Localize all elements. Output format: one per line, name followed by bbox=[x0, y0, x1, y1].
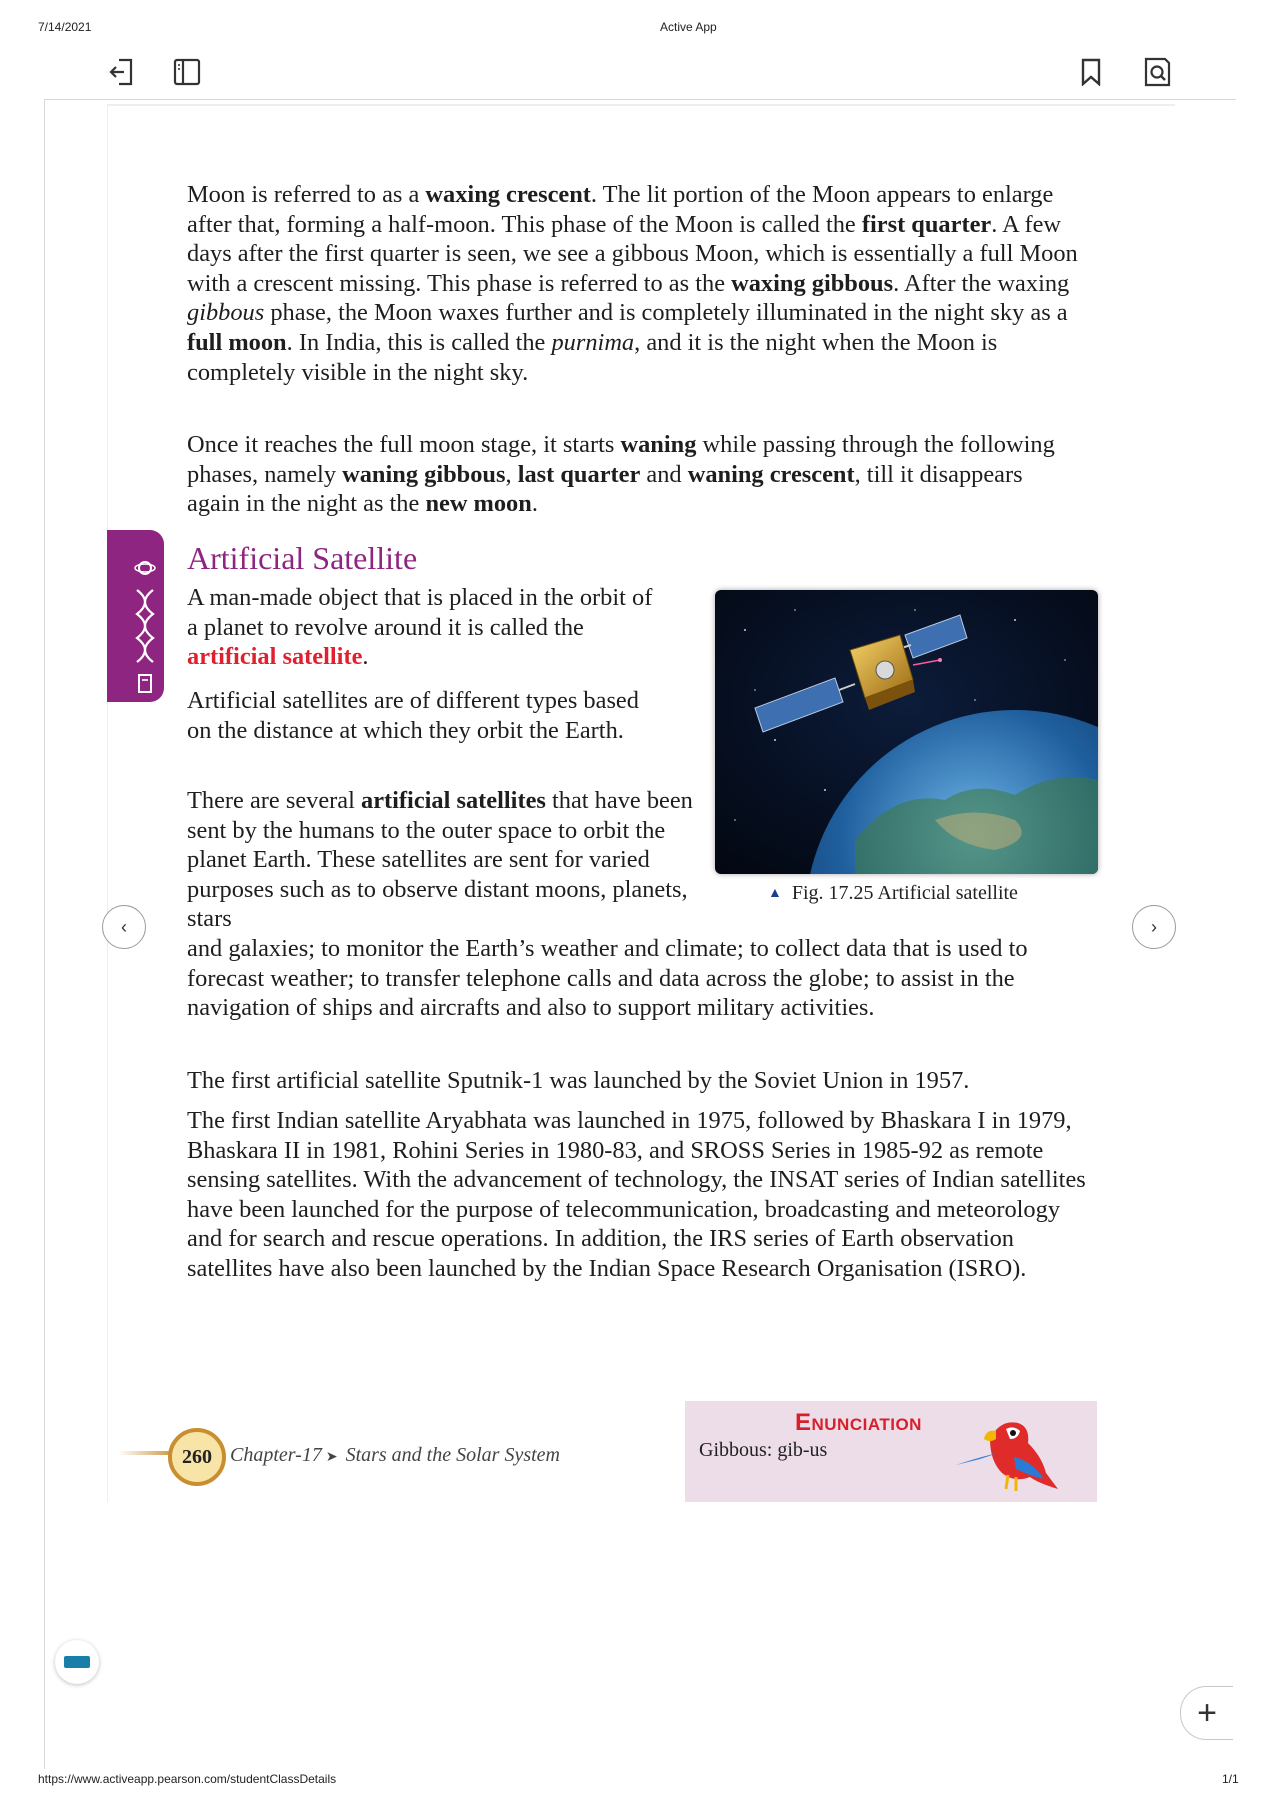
section-title: Artificial Satellite bbox=[187, 540, 418, 576]
enunciation-title: Enunciation bbox=[795, 1409, 922, 1436]
parrot-icon bbox=[950, 1409, 1060, 1497]
paragraph-indian-satellites: The first Indian satellite Aryabhata was launched in 1975, followed by Bhaskara I in 1979, Bhaskara II in 1981, Rohini Series in 1980-83, and SROSS Series in 1985-92 as remote sensing satellites. With the advancement of technology, the INSAT series of Indian satellites have been launched for the purpose of telecommunication, broadcasting and meteorology and for search and rescue operations. In addition, the IRS series of Earth observation satellites have also been launched by the Indian Space Research Organisation (ISRO). bbox=[187, 1107, 1086, 1282]
search-page-icon[interactable] bbox=[1140, 55, 1174, 89]
caption-triangle-icon: ▲ bbox=[768, 886, 782, 901]
paragraph-waning: Once it reaches the full moon stage, it starts waning while passing through the following phases, namely waning gibbous, last quarter and waning crescent, till it disappears again in the night as the new moon. bbox=[187, 431, 1055, 518]
paragraph-types: Artificial satellites are of different types based on the distance at which they orbit the Earth. bbox=[187, 687, 639, 744]
viewer-frame-top bbox=[44, 99, 1236, 100]
sidebar-toggle-icon[interactable] bbox=[170, 55, 204, 89]
page-edge-top bbox=[107, 104, 1175, 106]
print-title: Active App bbox=[660, 20, 717, 34]
science-icons bbox=[107, 530, 164, 702]
viewer-frame-left bbox=[44, 99, 45, 1769]
paragraph-definition: A man-made object that is placed in the orbit of a planet to revolve around it is called the artificial satellite. bbox=[187, 584, 653, 671]
satellite-figure-image bbox=[715, 590, 1098, 874]
figure-caption: ▲ Fig. 17.25 Artificial satellite bbox=[768, 882, 1018, 904]
next-page-button[interactable] bbox=[1132, 905, 1176, 949]
paragraph-purposes-top: There are several artificial satellites that have been sent by the humans to the outer space to orbit the planet Earth. These satellites are sent for varied purposes such as to observe distant moons, planets, stars bbox=[187, 787, 693, 933]
enunciation-text: Gibbous: gib-us bbox=[699, 1439, 828, 1461]
chapter-footer: Chapter-17 ➤ Stars and the Solar System bbox=[230, 1444, 560, 1466]
chevron-right-icon: › bbox=[1151, 916, 1157, 937]
previous-page-button[interactable] bbox=[102, 905, 146, 949]
print-date: 7/14/2021 bbox=[38, 20, 92, 34]
exit-icon[interactable] bbox=[105, 55, 139, 89]
highlighter-button[interactable] bbox=[55, 1640, 99, 1684]
paragraph-sputnik: The first artificial satellite Sputnik-1 was launched by the Soviet Union in 1957. bbox=[187, 1067, 970, 1094]
page-number-badge: 260 bbox=[168, 1428, 226, 1486]
chevron-left-icon: ‹ bbox=[121, 916, 127, 937]
add-button[interactable] bbox=[1180, 1686, 1233, 1740]
highlighter-icon bbox=[64, 1656, 90, 1668]
science-side-tab bbox=[107, 530, 164, 702]
paragraph-purposes-bottom: and galaxies; to monitor the Earth’s weather and climate; to collect data that is used to forecast weather; to transfer telephone calls and data across the globe; to assist in the navigation of ships and aircrafts and also to support military activities. bbox=[187, 935, 1028, 1022]
print-page-count: 1/1 bbox=[1222, 1772, 1239, 1786]
plus-icon: + bbox=[1197, 1693, 1217, 1732]
bookmark-icon[interactable] bbox=[1074, 55, 1108, 89]
page-edge-left bbox=[107, 104, 108, 1502]
paragraph-moon-phases: Moon is referred to as a waxing crescent. The lit portion of the Moon appears to enlarge after that, forming a half-moon. This phase of the Moon is called the first quarter. A few days after the first quarter is seen, we see a gibbous Moon, which is essentially a full Moon with a crescent missing. This phase is referred to as the waxing gibbous. After the waxing gibbous phase, the Moon waxes further and is completely illuminated in the night sky as a full moon. In India, this is called the purnima, and it is the night when the Moon is completely visible in the night sky. bbox=[187, 181, 1078, 386]
enunciation-box bbox=[685, 1401, 1097, 1502]
print-url: https://www.activeapp.pearson.com/studentClassDetails bbox=[38, 1772, 337, 1786]
chevron-right-icon: ➤ bbox=[325, 1450, 338, 1465]
